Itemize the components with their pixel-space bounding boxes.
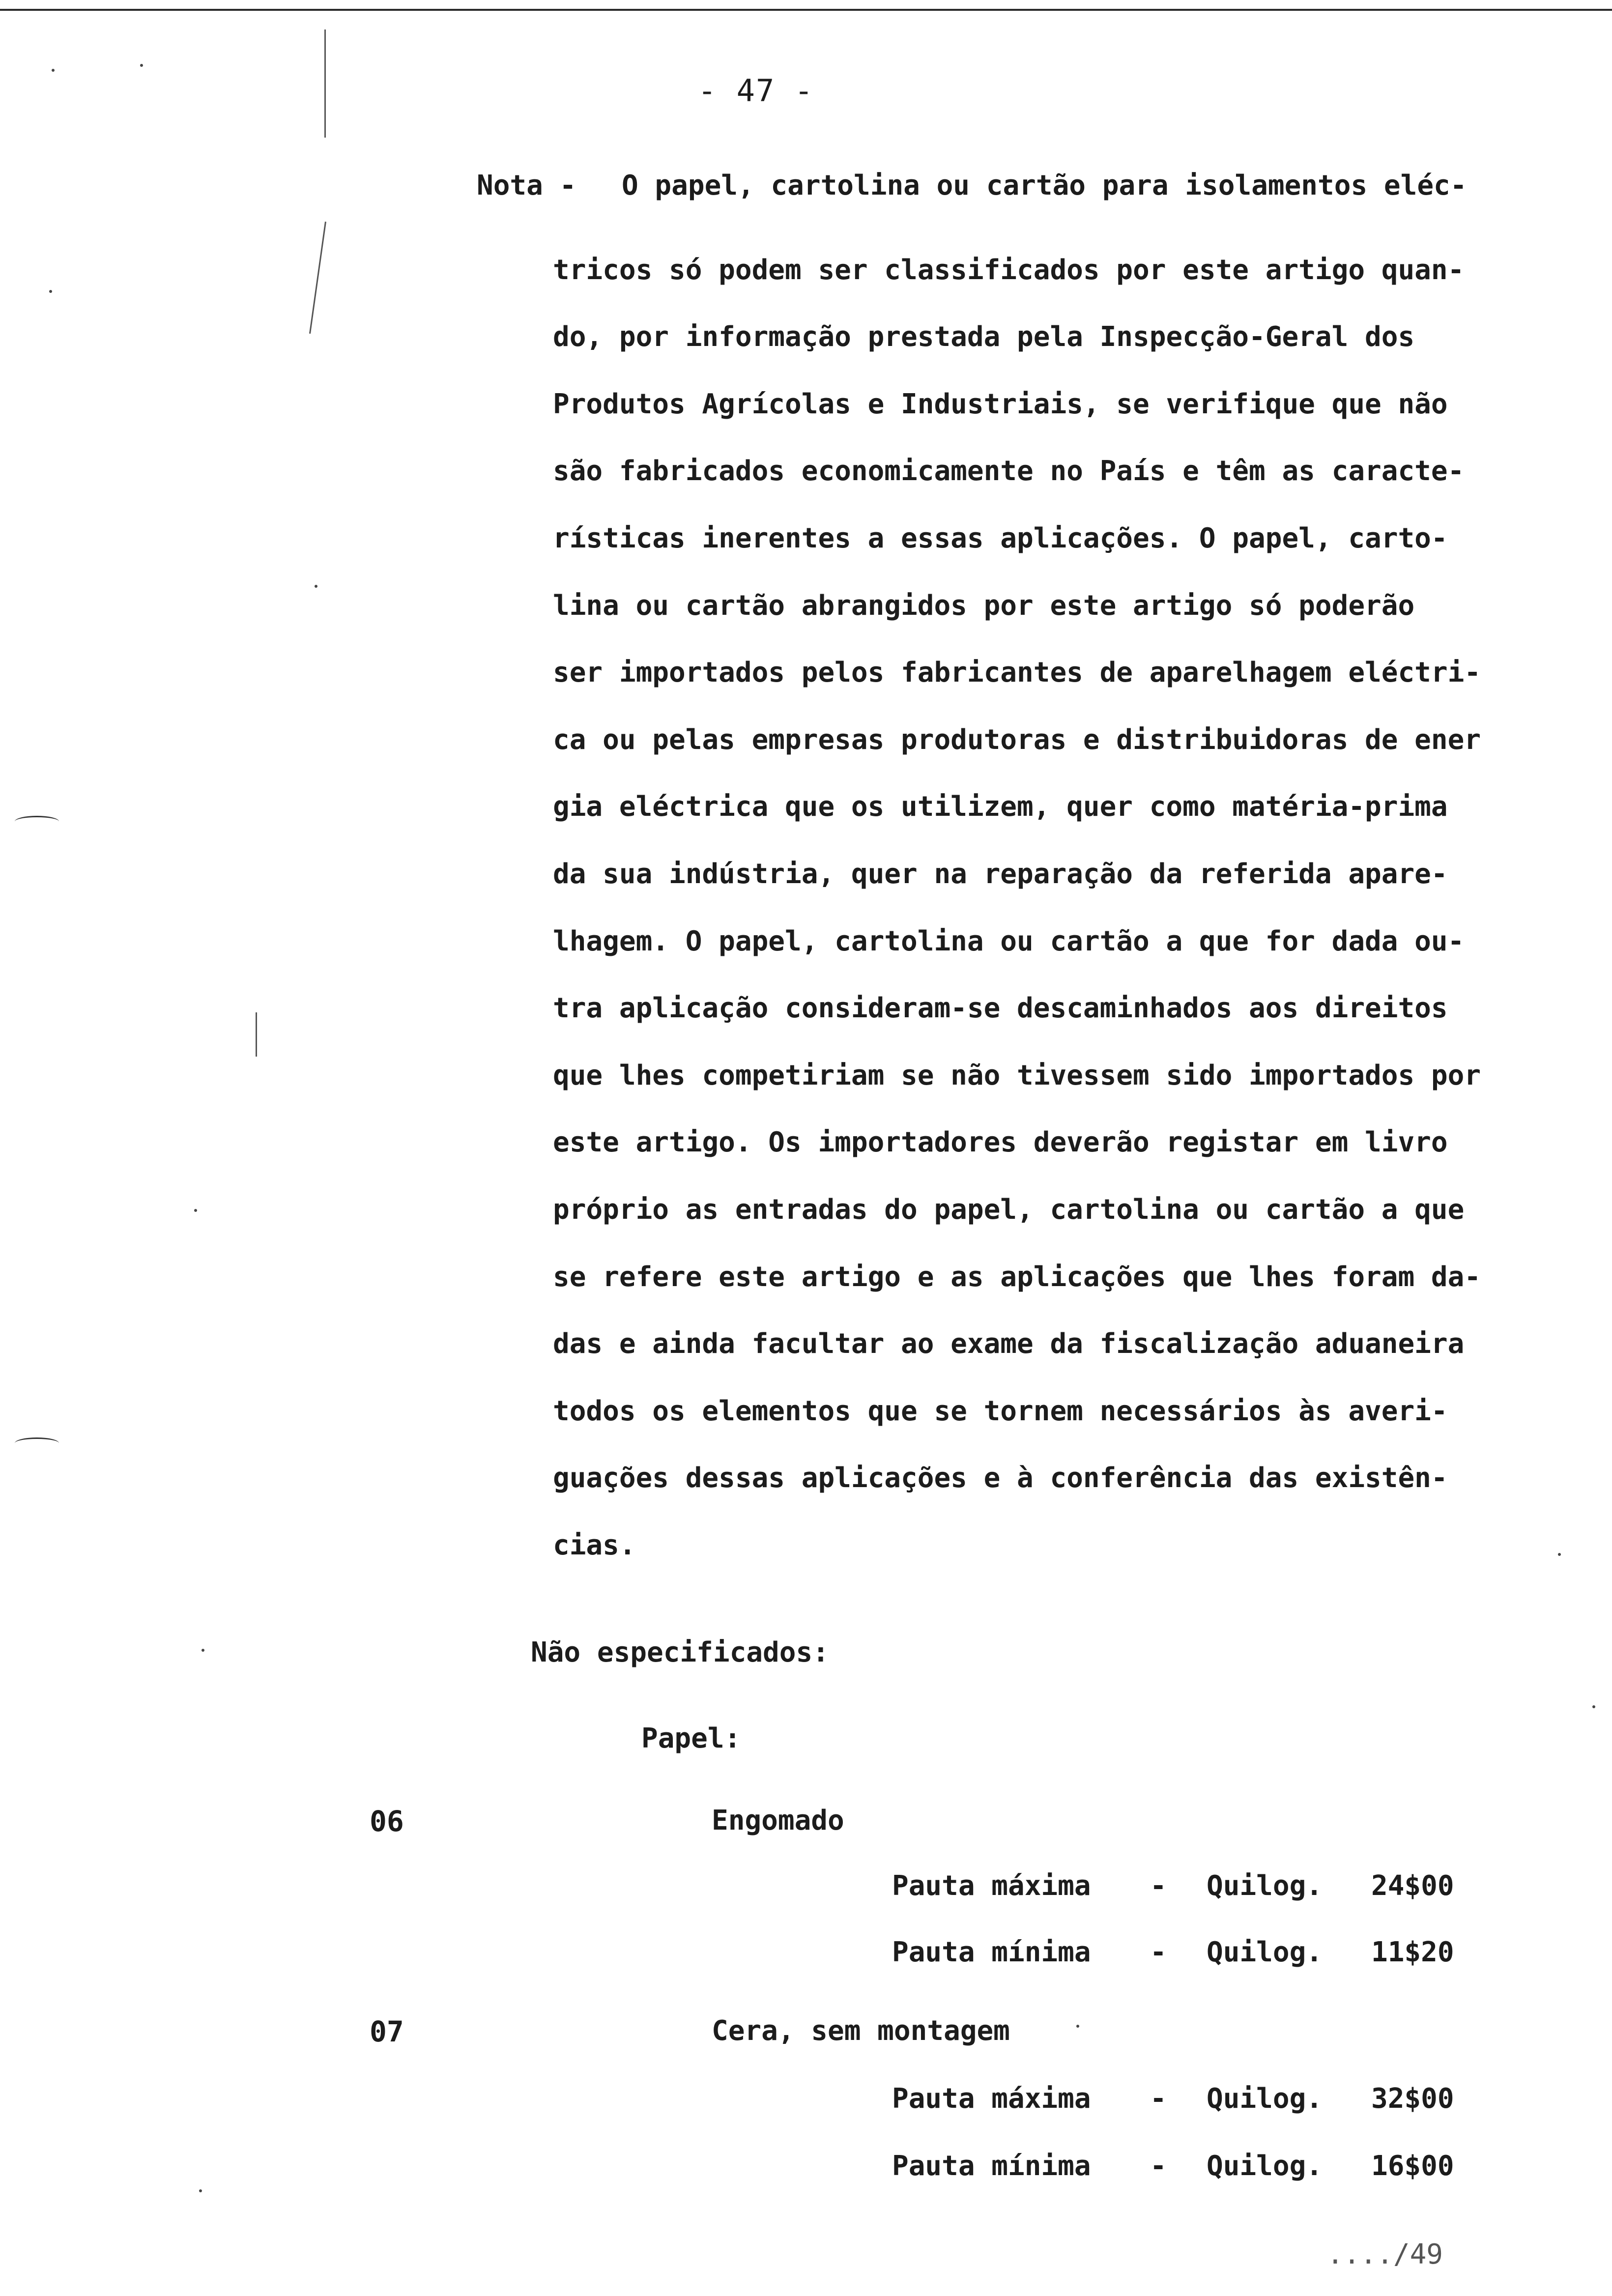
margin-mark bbox=[15, 816, 59, 827]
scan-scratch bbox=[324, 29, 326, 138]
nota-line-15: este artigo. Os importadores deverão registar em livro bbox=[553, 1126, 1448, 1159]
nota-line-8: ser importados pelos fabricantes de aparelhagem eléctri- bbox=[553, 657, 1481, 689]
nota-line-18: das e ainda facultar ao exame da fiscalização aduaneira bbox=[553, 1328, 1465, 1360]
tariff-dash: - bbox=[1150, 1870, 1167, 1902]
nota-line-17: se refere este artigo e as aplicações que lhes foram da- bbox=[553, 1261, 1481, 1293]
nota-label: Nota - bbox=[477, 170, 576, 201]
nota-line-14: que lhes competiriam se não tivessem sido importados por bbox=[553, 1059, 1481, 1091]
nota-line-11: da sua indústria, quer na reparação da referida apare- bbox=[553, 858, 1448, 890]
item-code: 06 bbox=[370, 1805, 404, 1838]
section-heading: Não especificados: bbox=[531, 1636, 829, 1668]
tariff-unit: Quilog. bbox=[1207, 2083, 1323, 2115]
scan-speck bbox=[140, 64, 143, 67]
scan-speck bbox=[49, 290, 52, 293]
nota-line-10: gia eléctrica que os utilizem, quer como matéria-prima bbox=[553, 791, 1448, 823]
nota-line-13: tra aplicação consideram-se descaminhados aos direitos bbox=[553, 992, 1448, 1025]
item-code: 07 bbox=[370, 2015, 404, 2048]
top-border-rule bbox=[0, 9, 1612, 11]
tariff-label: Pauta mínima bbox=[892, 1936, 1091, 1968]
tariff-unit: Quilog. bbox=[1207, 1870, 1323, 1902]
tariff-unit: Quilog. bbox=[1207, 1936, 1323, 1968]
tariff-dash: - bbox=[1150, 2083, 1167, 2115]
tariff-label: Pauta máxima bbox=[892, 2083, 1091, 2115]
tariff-label: Pauta máxima bbox=[892, 1870, 1091, 1902]
tariff-dash: - bbox=[1150, 2150, 1167, 2182]
nota-line-6: rísticas inerentes a essas aplicações. O papel, carto- bbox=[553, 522, 1448, 554]
nota-line-16: próprio as entradas do papel, cartolina ou cartão a que bbox=[553, 1193, 1465, 1226]
item-name: Cera, sem montagem bbox=[712, 2015, 1010, 2047]
item-name: Engomado bbox=[712, 1805, 844, 1837]
tariff-dash: - bbox=[1150, 1936, 1167, 1968]
continuation-marker: ..../49 bbox=[1327, 2239, 1443, 2270]
nota-line-9: ca ou pelas empresas produtoras e distribuidoras de ener bbox=[553, 723, 1481, 756]
tariff-unit: Quilog. bbox=[1207, 2150, 1323, 2182]
scan-speck bbox=[199, 2189, 202, 2192]
tariff-value: 24$00 bbox=[1371, 1870, 1454, 1902]
nota-line-21: cias. bbox=[553, 1529, 636, 1561]
nota-line-12: lhagem. O papel, cartolina ou cartão a que for dada ou- bbox=[553, 925, 1465, 957]
scan-speck bbox=[315, 585, 317, 588]
nota-body bbox=[553, 170, 1585, 1579]
nota-line-3: do, por informação prestada pela Inspecção-Geral dos bbox=[553, 321, 1415, 353]
tariff-value: 16$00 bbox=[1371, 2150, 1454, 2182]
scan-scratch bbox=[256, 1012, 257, 1057]
nota-line-7: lina ou cartão abrangidos por este artigo só poderão bbox=[553, 589, 1415, 622]
scan-scratch bbox=[309, 222, 326, 334]
nota-line-1: O papel, cartolina ou cartão para isolamentos eléc- bbox=[622, 170, 1467, 201]
scan-speck bbox=[1558, 1553, 1561, 1556]
nota-line-5: são fabricados economicamente no País e têm as caracte- bbox=[553, 455, 1465, 488]
margin-mark bbox=[15, 1437, 59, 1449]
scan-speck bbox=[202, 1649, 204, 1652]
tariff-label: Pauta mínima bbox=[892, 2150, 1091, 2182]
sub-heading: Papel: bbox=[641, 1722, 741, 1754]
page-number: - 47 - bbox=[698, 73, 814, 109]
scan-speck bbox=[52, 69, 55, 72]
scan-speck bbox=[194, 1209, 197, 1212]
nota-line-2: tricos só podem ser classificados por este artigo quan- bbox=[553, 254, 1465, 286]
nota-line-4: Produtos Agrícolas e Industriais, se verifique que não bbox=[553, 388, 1448, 420]
scan-speck bbox=[1076, 2025, 1079, 2028]
tariff-value: 11$20 bbox=[1371, 1936, 1454, 1968]
nota-line-20: guações dessas aplicações e à conferência das existên- bbox=[553, 1462, 1448, 1494]
tariff-value: 32$00 bbox=[1371, 2083, 1454, 2115]
scan-speck bbox=[1592, 1705, 1595, 1708]
nota-line-19: todos os elementos que se tornem necessários às averi- bbox=[553, 1395, 1448, 1427]
